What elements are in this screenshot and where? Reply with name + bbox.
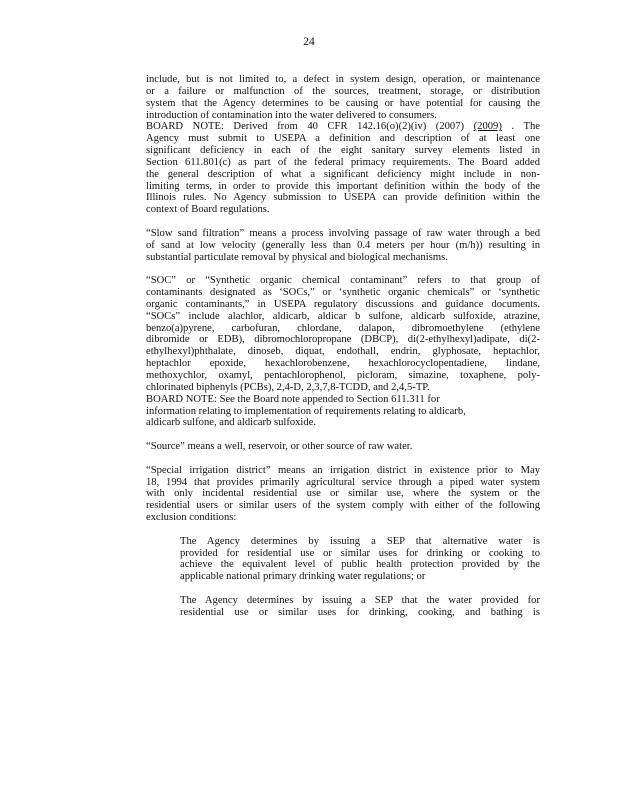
text-line: include, but is not limited to, a defect in system design, operation, or maintenance bbox=[146, 74, 540, 85]
text-line: provided for residential use or similar uses for drinking or cooking to bbox=[180, 547, 540, 559]
text-line: Section 611.801(c) as part of the federal primacy requirements. The Board added bbox=[146, 156, 540, 168]
text-line: context of Board regulations. bbox=[146, 204, 270, 216]
text-line: heptachlor epoxide, hexachlorobenzene, hexachlorocyclopentadiene, lindane, bbox=[146, 358, 540, 370]
text-line: The Agency determines by issuing a SEP that the water provided for bbox=[180, 594, 540, 606]
text-line: ethylhexyl)phthalate, dinoseb, diquat, endothall, endrin, glyphosate, heptachlor, bbox=[146, 346, 540, 358]
paragraph-slow-sand-filtration bbox=[146, 228, 540, 264]
text-line: substantial particulate removal by physical and biological mechanisms. bbox=[146, 251, 448, 263]
text-line: exclusion conditions: bbox=[146, 512, 237, 524]
text-line: chlorinated biphenyls (PCBs), 2,4-D, 2,3,7,8-TCDD, and 2,4,5-TP. bbox=[146, 381, 430, 393]
text-line: residential use or similar uses for drinking, cooking, and bathing is bbox=[180, 606, 540, 618]
text-line: or a failure or malfunction of the sources, treatment, storage, or distribution bbox=[146, 85, 540, 97]
amended-year: (2009) bbox=[473, 121, 502, 133]
text-line: limiting terms, in order to provide this important definition within the body of the bbox=[146, 180, 540, 192]
text-line: the general description of what a significant deficiency might include in non- bbox=[146, 168, 540, 180]
page-number: 24 bbox=[303, 36, 315, 48]
text-line: Agency must submit to USEPA a definition and description of at least one bbox=[146, 133, 540, 145]
text-line: system that the Agency determines to be causing or have potential for causing the bbox=[146, 97, 540, 109]
text-line: applicable national primary drinking water regulations; or bbox=[180, 571, 426, 583]
text-line: “Special irrigation district” means an irrigation district in existence prior to May bbox=[146, 464, 540, 476]
text-line: BOARD NOTE: See the Board note appended to Section 611.311 for bbox=[146, 393, 440, 405]
text-line: significant deficiency in each of the eight sanitary survey elements listed in bbox=[146, 145, 540, 157]
text-line: Illinois rules. No Agency submission to USEPA can provide definition within the bbox=[146, 192, 540, 204]
condition-water-provided bbox=[180, 595, 540, 619]
text-line: benzo(a)pyrene, carbofuran, chlordane, dalapon, dibromoethylene (ethylene bbox=[146, 322, 540, 334]
text-line: 18, 1994 that provides primarily agricultural service through a piped water system bbox=[146, 476, 540, 488]
condition-alternative-water bbox=[180, 536, 540, 583]
text-line: introduction of contamination into the water delivered to consumers. bbox=[146, 109, 437, 121]
text-line: The Agency determines by issuing a SEP that alternative water is bbox=[180, 535, 540, 547]
text-line: achieve the equivalent level of public health protection provided by the bbox=[180, 559, 540, 571]
text-line: of sand at low velocity (generally less than 0.4 meters per hour (m/h)) resulting in bbox=[146, 239, 540, 251]
text-line: methoxychlor, oxamyl, pentachlorophenol, picloram, simazine, toxaphene, poly- bbox=[146, 370, 540, 381]
text-line: “Slow sand filtration” means a process involving passage of raw water through a bed bbox=[146, 227, 540, 239]
text-line: information relating to implementation of requirements relating to aldicarb, bbox=[146, 405, 466, 417]
text-line: dibromide or EDB), dibromochloropropane (DBCP), di(2-ethylhexyl)adipate, di(2- bbox=[146, 334, 540, 346]
text-line: residential users or similar users of the system comply with either of the following bbox=[146, 500, 540, 512]
text-line: “SOC” or “Synthetic organic chemical contaminant” refers to that group of bbox=[146, 275, 540, 287]
paragraph-significant-deficiency bbox=[146, 74, 540, 216]
paragraph-soc bbox=[146, 275, 540, 429]
text-line: contaminants designated as ‘SOCs,” or ‘synthetic organic chemicals” or ‘synthetic bbox=[146, 287, 540, 299]
text-line: with only incidental residential use or similar use, where the system or the bbox=[146, 488, 540, 500]
paragraph-special-irrigation-district bbox=[146, 465, 540, 524]
document-body bbox=[146, 74, 540, 630]
paragraph-source bbox=[146, 441, 540, 453]
text-line: “Source” means a well, reservoir, or other source of raw water. bbox=[146, 441, 413, 453]
text-line: aldicarb sulfone, and aldicarb sulfoxide. bbox=[146, 417, 317, 429]
board-note-line: BOARD NOTE: Derived from 40 CFR 142.16(o)(2)(iv) (2007) (2009) . The bbox=[146, 121, 540, 133]
text-line: organic contaminants,” in USEPA regulatory discussions and guidance documents. bbox=[146, 298, 540, 310]
text-line: “SOCs” include alachlor, aldicarb, aldicar b sulfone, aldicarb sulfoxide, atrazine, bbox=[146, 310, 540, 322]
